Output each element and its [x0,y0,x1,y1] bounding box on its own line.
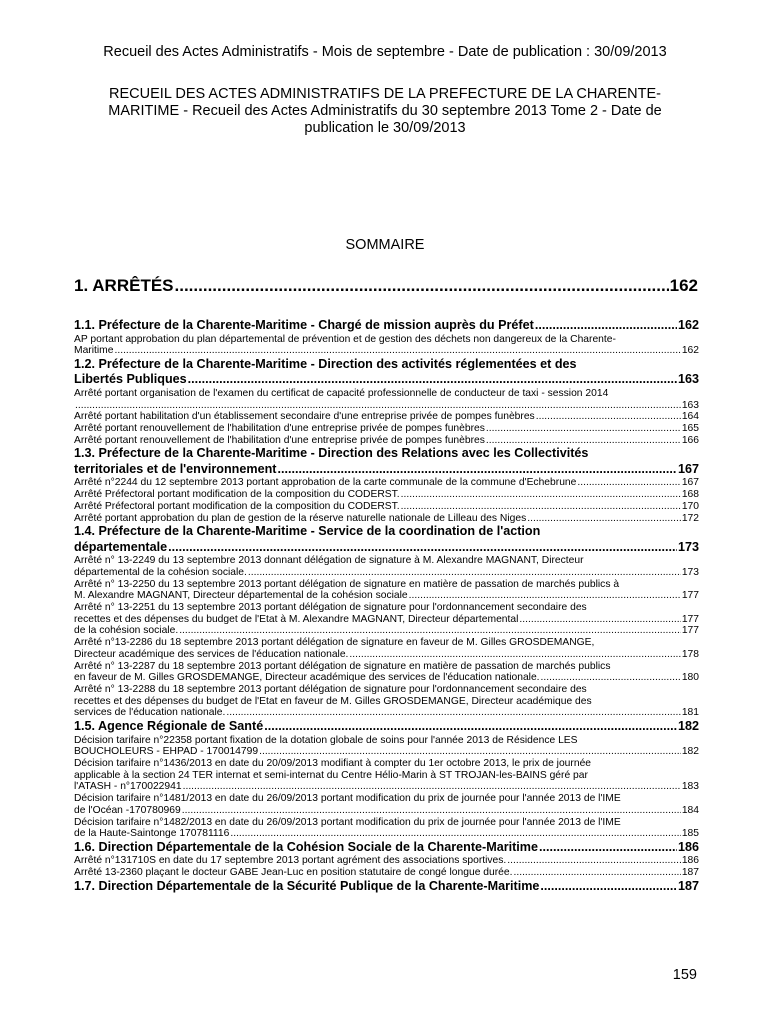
toc-text: Arrêté n° 13-2288 du 18 septembre 2013 portant délégation de signature pour l'ordonnancement secondaire des [74,683,587,695]
toc-text: de l'Océan -170780969 [74,804,181,816]
toc-page: 170 [681,500,699,512]
toc-page: 187 [681,867,699,879]
toc-entry [74,435,699,447]
toc-section [74,719,699,735]
toc-page: 177 [681,590,699,602]
toc-page: 186 [677,839,699,854]
toc-line [74,567,699,579]
running-header: Recueil des Actes Administratifs - Mois de septembre - Date de publication : 30/09/2013 [103,44,667,60]
toc-text: 1.1. Préfecture de la Charente-Maritime - Chargé de mission auprès du Préfet [74,318,534,332]
leader-dots [507,855,681,867]
toc-text: 1.2. Préfecture de la Charente-Maritime - Direction des activités réglementées et des [74,356,577,371]
leader-dots [486,435,681,447]
leader-dots [226,707,680,719]
toc-line [74,672,699,684]
toc-page: 164 [681,411,699,423]
toc-page: 172 [681,512,699,524]
leader-dots [401,501,681,513]
toc-section [74,446,699,477]
toc-entry [74,684,699,719]
toc-text: Décision tarifaire n°22358 portant fixation de la dotation globale de soins pour l'année 2013 de Résidence LES [74,734,578,746]
toc-page: 185 [681,828,699,840]
chapter-page: 162 [669,276,698,295]
leader-dots [179,625,681,637]
toc-page: 184 [681,804,699,816]
toc-text: Arrêté portant renouvellement de l'habilitation d'une entreprise privée de pompes funèbres [74,423,485,435]
toc-text: 1.3. Préfecture de la Charente-Maritime - Direction des Relations avec les Collectivités [74,446,589,461]
toc-text: 1.4. Préfecture de la Charente-Maritime - Service de la coordination de l'action [74,524,541,539]
leader-dots [168,540,677,556]
toc-line [74,770,699,782]
toc-entry [74,817,699,840]
toc-line [74,625,699,637]
leader-dots [248,567,681,579]
toc-text: territoriales et de l'environnement [74,461,277,476]
leader-dots [577,477,680,489]
leader-dots [519,614,680,626]
toc-page: 177 [681,613,699,625]
toc-entry [74,602,699,625]
toc-section [74,524,699,555]
toc-line [74,828,699,840]
toc-line [74,334,699,346]
leader-dots [486,423,681,435]
toc-text: Libertés Publiques [74,372,187,387]
toc-page: 177 [681,625,699,637]
leader-dots [259,746,681,758]
toc-page: 168 [681,489,699,501]
leader-dots [182,805,681,817]
toc-line [74,477,699,489]
toc-line [74,372,699,388]
toc-entry [74,735,699,758]
toc-line [74,614,699,626]
table-of-contents [74,318,699,894]
toc-line [74,867,699,879]
toc-entry [74,758,699,793]
toc-entry [74,334,699,357]
toc-line [74,590,699,602]
toc-text: Arrêté 13-2360 plaçant le docteur GABE Jean-Luc en position statutaire de congé longue durée. [74,867,513,879]
toc-entry [74,637,699,660]
toc-line [74,513,699,525]
toc-line [74,805,699,817]
toc-line [74,555,699,567]
toc-line [74,637,699,649]
toc-page: 166 [681,434,699,446]
toc-section [74,840,699,856]
toc-line [74,661,699,673]
toc-line [74,400,699,412]
toc-text: 1.6. Direction Départementale de la Cohésion Sociale de la Charente-Maritime [74,839,539,854]
leader-dots [536,411,681,423]
toc-entry [74,661,699,684]
toc-line [74,696,699,708]
toc-text: recettes et des dépenses du budget de l'Etat à M. Alexandre MAGNANT, Directeur départemental [74,613,519,625]
document-title [70,86,700,137]
toc-text: Arrêté n°131710S en date du 17 septembre 2013 portant agrément des associations sportives. [74,855,507,867]
toc-line [74,817,699,829]
toc-page: 182 [677,719,699,734]
leader-dots [75,400,681,412]
toc-text: BOUCHOLEURS - EHPAD - 170014799 [74,746,259,758]
toc-page: 173 [681,566,699,578]
toc-page: 187 [677,878,699,893]
toc-text: services de l'éducation nationale. [74,707,226,719]
toc-line [74,540,699,556]
toc-line [74,411,699,423]
toc-section [74,879,699,895]
leader-dots [401,489,681,501]
title-line: RECUEIL DES ACTES ADMINISTRATIFS DE LA PREFECTURE DE LA CHARENTE- [109,86,661,102]
toc-entry [74,423,699,435]
toc-page: 181 [681,707,699,719]
toc-line [74,435,699,447]
toc-text: Décision tarifaire n°1436/2013 en date du 20/09/2013 modifiant à compter du 1er octobre 2013, le prix de journée [74,757,592,769]
toc-line [74,855,699,867]
page-number: 159 [672,967,697,983]
toc-line [74,719,699,735]
leader-dots [527,513,681,525]
toc-entry [74,411,699,423]
toc-page: 180 [681,672,699,684]
toc-line [74,357,699,373]
leader-dots [539,840,677,856]
toc-page: 167 [681,477,699,489]
toc-line [74,649,699,661]
title-line: publication le 30/09/2013 [304,120,466,136]
toc-text: de la cohésion sociale. [74,625,179,637]
toc-section [74,357,699,388]
toc-text: Arrêté Préfectoral portant modification de la composition du CODERST. [74,500,400,512]
toc-entry [74,793,699,816]
toc-text: Arrêté n° 13-2250 du 13 septembre 2013 portant délégation de signature en matière de passation de marchés publics à [74,578,620,590]
toc-text: Décision tarifaire n°1482/2013 en date du 26/09/2013 portant modification du prix de journée pour l'année 2013 de l'IME [74,816,621,828]
toc-line [74,446,699,462]
toc-line [74,489,699,501]
toc-page: 178 [681,648,699,660]
toc-text: Arrêté portant organisation de l'examen du certificat de capacité professionnelle de conducteur de taxi - session 2014 [74,387,609,399]
leader-dots [175,276,669,296]
toc-section [74,318,699,334]
toc-text: applicable à la section 24 TER internat et semi-internat du Centre Hélio-Marin à ST TROJAN-les-BAINS géré par [74,769,588,781]
toc-line [74,879,699,895]
toc-page: 165 [681,423,699,435]
chapter-title: 1. ARRÊTÉS [74,276,174,295]
leader-dots [409,590,681,602]
toc-text: 1.7. Direction Départementale de la Sécurité Publique de la Charente-Maritime [74,878,540,893]
toc-entry [74,855,699,867]
sommaire-heading: SOMMAIRE [345,237,425,253]
toc-entry [74,477,699,489]
leader-dots [114,345,680,357]
chapter-entry [74,276,698,296]
toc-line [74,345,699,357]
leader-dots [513,867,680,879]
toc-text: l'ATASH - n°170022941 [74,781,182,793]
toc-line [74,793,699,805]
toc-line [74,388,699,400]
toc-entry [74,388,699,411]
toc-line [74,423,699,435]
toc-line [74,602,699,614]
toc-page: 163 [681,399,699,411]
toc-entry [74,625,699,637]
toc-page: 173 [677,539,699,554]
toc-text: recettes et des dépenses du budget de l'Etat en faveur de M. Gilles GROSDEMANGE, Directeur académique des [74,695,592,707]
toc-text: Directeur académique des services de l'éducation nationale. [74,648,349,660]
leader-dots [277,462,677,478]
toc-line [74,707,699,719]
toc-line [74,462,699,478]
toc-line [74,758,699,770]
toc-text: départementale [74,539,168,554]
toc-line [74,501,699,513]
toc-text: Arrêté portant renouvellement de l'habilitation d'une entreprise privée de pompes funèbres [74,434,485,446]
toc-entry [74,867,699,879]
leader-dots [535,318,677,334]
toc-text: Maritime [74,345,114,357]
toc-text: en faveur de M. Gilles GROSDEMANGE, Directeur académique des services de l'éducation nationale. [74,672,540,684]
toc-line [74,684,699,696]
toc-page: 182 [681,746,699,758]
toc-text: Arrêté n° 13-2251 du 13 septembre 2013 portant délégation de signature pour l'ordonnancement secondaire des [74,602,587,614]
leader-dots [541,672,681,684]
toc-text: 1.5. Agence Régionale de Santé [74,719,264,734]
leader-dots [540,879,677,895]
toc-entry [74,501,699,513]
toc-line [74,840,699,856]
toc-entry [74,489,699,501]
toc-page: 163 [677,372,699,387]
toc-line [74,735,699,747]
toc-entry [74,579,699,602]
toc-text: départemental de la cohésion sociale. [74,566,247,578]
toc-entry [74,555,699,578]
toc-page: 183 [681,781,699,793]
toc-text: M. Alexandre MAGNANT, Directeur départemental de la cohésion sociale [74,590,408,602]
leader-dots [183,781,681,793]
leader-dots [188,372,677,388]
toc-line [74,524,699,540]
toc-text: Arrêté n° 13-2287 du 18 septembre 2013 portant délégation de signature en matière de passation de marchés publics [74,660,611,672]
toc-line [74,781,699,793]
toc-line [74,746,699,758]
leader-dots [349,649,680,661]
leader-dots [264,719,677,735]
title-line: MARITIME - Recueil des Actes Administratifs du 30 septembre 2013 Tome 2 - Date de [108,103,662,119]
toc-text: Arrêté n°13-2286 du 18 septembre 2013 portant délégation de signature en faveur de M. Gilles GROSDEMANGE, [74,637,595,649]
toc-text: Arrêté n°2244 du 12 septembre 2013 portant approbation de la carte communale de la commune d'Echebrune [74,477,577,489]
toc-page: 162 [677,318,699,332]
toc-text: Arrêté Préfectoral portant modification de la composition du CODERST. [74,489,400,501]
toc-entry [74,513,699,525]
toc-text: Décision tarifaire n°1481/2013 en date du 26/09/2013 portant modification du prix de journée pour l'année 2013 de l'IME [74,793,621,805]
toc-line [74,579,699,591]
toc-text: AP portant approbation du plan départemental de prévention et de gestion des déchets non dangereux de la Charente- [74,333,616,345]
toc-text: Arrêté n° 13-2249 du 13 septembre 2013 donnant délégation de signature à M. Alexandre MAGNANT, Directeur [74,555,584,567]
toc-line [74,318,699,334]
toc-page: 186 [681,855,699,867]
toc-page: 162 [681,345,699,357]
toc-text: Arrêté portant approbation du plan de gestion de la réserve naturelle nationale de Lilleau des Niges [74,512,527,524]
toc-text: Arrêté portant habilitation d'un établissement secondaire d'une entreprise privée de pompes funèbres [74,411,535,423]
toc-text: de la Haute-Saintonge 170781116 [74,828,230,840]
leader-dots [230,828,680,840]
toc-page: 167 [677,461,699,476]
